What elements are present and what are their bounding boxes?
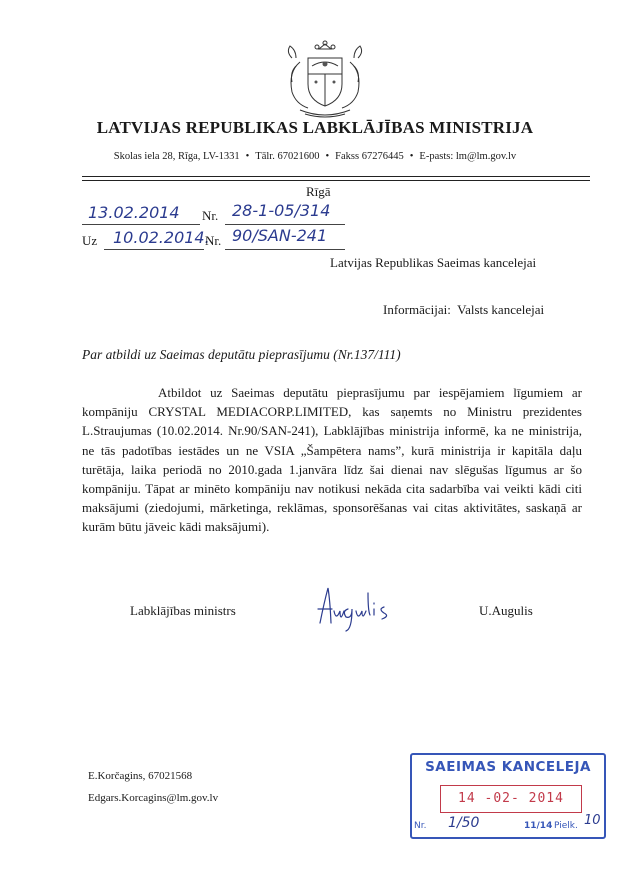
ministry-title: LATVIJAS REPUBLIKAS LABKLĀJĪBAS MINISTRIJA	[96, 118, 534, 137]
city: Rīgā	[306, 184, 331, 199]
letterhead-address-line: Skolas iela 28, Rīga, LV-1331 • Tālr. 67021600 • Fakss 67276445 • E-pasts: lm@lm.gov.lv	[113, 151, 517, 162]
letter-subject: Par atbildi uz Saeimas deputātu pieprasījumu (Nr.137/111)	[82, 347, 401, 362]
handwritten-signature	[310, 583, 400, 638]
phone: Tālr. 67021600	[255, 151, 320, 162]
stamp-nr-label: Nr.	[414, 821, 427, 831]
info-label: Informācijai:	[383, 302, 451, 317]
fax: Fakss 67276445	[335, 151, 404, 162]
registration-stamp	[410, 753, 606, 839]
signatory-title: Labklājības ministrs	[130, 603, 236, 618]
contact-email: Edgars.Korcagins@lm.gov.lv	[88, 792, 219, 804]
letter-body: Atbildot uz Saeimas deputātu pieprasījumu par iespējamiem līgumiem ar kompāniju CRYSTAL MEDIACORP.LIMITED, kas saņemts no Ministru prezidentes L.Straujumas (10.02.2014. Nr.90/SAN-241), Labklājības ministrija informē, ka ne ministrija, ne tās padotības iestādes un ne VSIA „Šampētera nams”, kurā ministrija ir kapitāla daļu turētāja, laika periodā no 2010.gada 1.janvāra līdz šai dienai nav slēgušas līgumus ar šo kompāniju. Tāpat ar minēto kompāniju nav notikusi nekāda cita sadarbība vai veikti kādi citi maksājumi (ziedojumi, mārketinga, reklāmas, sponsorēšanas vai citas aktivitātes, saskaņā ar kurām būtu jāveic kādi maksājumi).	[82, 385, 582, 535]
stamp-footer	[414, 813, 604, 835]
header-rule-thin	[82, 180, 590, 181]
info-recipient: Valsts kancelejai	[457, 302, 545, 317]
coat-of-arms	[270, 40, 380, 120]
stamp-date: 14 -02- 2014	[440, 785, 582, 813]
coat-of-arms-icon	[270, 40, 380, 120]
reference-date: 10.02.2014.	[113, 228, 210, 247]
address: Skolas iela 28, Rīga, LV-1331	[113, 151, 240, 162]
header-rule	[82, 176, 590, 177]
date-underline	[82, 224, 200, 225]
stamp-nr-value: 1/50	[448, 815, 480, 831]
nr-label: Nr.	[202, 208, 219, 223]
contact-person: E.Korčagins, 67021568	[88, 770, 193, 782]
ref-number-underline	[225, 249, 345, 250]
addressee: Latvijas Republikas Saeimas kancelejai	[330, 255, 537, 270]
stamp-pages-value: 10	[584, 813, 601, 828]
ref-date-underline	[104, 249, 204, 250]
signature-icon	[310, 583, 400, 638]
stamp-series: 11/14	[524, 821, 553, 831]
uz-label: Uz	[82, 233, 98, 248]
info-recipient-line	[383, 302, 544, 318]
stamp-header: SAEIMAS KANCELEJA	[425, 759, 591, 775]
number-underline	[225, 224, 345, 225]
signatory-name: U.Augulis	[479, 603, 533, 618]
letter-number: 28-1-05/314	[232, 201, 331, 220]
stamp-pages-label: Pielk.	[554, 821, 578, 831]
reference-number: 90/SAN-241	[232, 226, 328, 245]
ref-nr-label: Nr.	[205, 233, 222, 248]
email: E-pasts: lm@lm.gov.lv	[419, 151, 517, 162]
letter-date: 13.02.2014	[88, 203, 180, 222]
